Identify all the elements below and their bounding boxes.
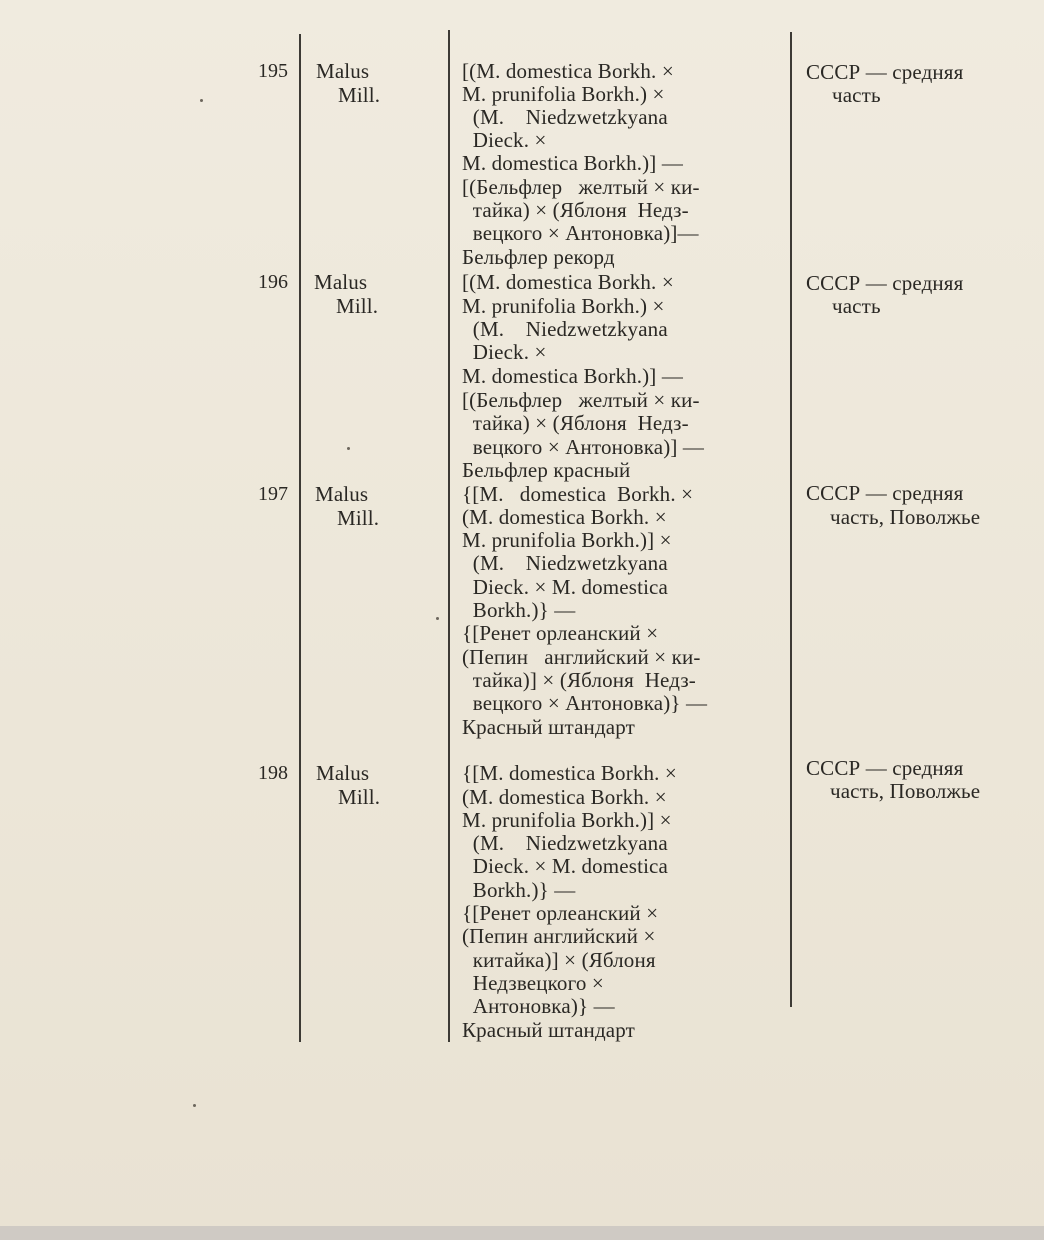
genus-author: Mill. [336, 294, 379, 318]
pedigree-line: тайка) × (Яблоня Недз- [462, 198, 689, 222]
paper-speck [200, 99, 203, 102]
pedigree-line: Dieck. × M. domestica [462, 575, 668, 599]
pedigree-line: M. domestica Borkh.)] — [462, 364, 683, 388]
region-line: СССР — средняя [806, 60, 964, 84]
paper-speck [436, 617, 439, 620]
genus-name: Malus [316, 59, 370, 83]
pedigree-line: Красный штандарт [462, 715, 635, 739]
pedigree-line: {[M. domestica Borkh. × [462, 482, 694, 506]
pedigree-line: вецкого × Антоновка)} — [462, 691, 708, 715]
genus-name: Malus [314, 270, 368, 294]
pedigree-line: M. domestica Borkh.)] — [462, 151, 683, 175]
pedigree-line: Бельфлер рекорд [462, 245, 615, 269]
pedigree-line: тайка)] × (Яблоня Недз- [462, 668, 696, 692]
pedigree-line: (M. Niedzwetzkyana [462, 551, 668, 575]
pedigree-line: (Пепин английский × [462, 924, 656, 948]
pedigree-line: (M. domestica Borkh. × [462, 505, 667, 529]
pedigree-line: M. prunifolia Borkh.) × [462, 82, 665, 106]
genus-name: Malus [316, 761, 370, 785]
pedigree-line: (M. Niedzwetzkyana [462, 105, 668, 129]
pedigree-line: M. prunifolia Borkh.) × [462, 294, 665, 318]
pedigree-line: {[M. domestica Borkh. × [462, 761, 677, 785]
pedigree-line: (M. domestica Borkh. × [462, 785, 667, 809]
column-rule-number [299, 34, 301, 1042]
pedigree-line: вецкого × Антоновка)]— [462, 221, 699, 245]
pedigree-line: Borkh.)} — [462, 878, 576, 902]
pedigree-line: Dieck. × M. domestica [462, 854, 668, 878]
region-line: часть, Поволжье [830, 505, 981, 529]
row-number: 196 [258, 271, 288, 293]
pedigree-line: Borkh.)} — [462, 598, 576, 622]
scan-edge [0, 1226, 1044, 1240]
column-rule-genus [448, 30, 450, 1042]
genus-author: Mill. [338, 785, 381, 809]
pedigree-line: Dieck. × [462, 128, 547, 152]
pedigree-line: китайка)] × (Яблоня [462, 948, 656, 972]
pedigree-line: Красный штандарт [462, 1018, 635, 1042]
paper-speck [193, 1104, 196, 1107]
pedigree-line: [(M. domestica Borkh. × [462, 59, 674, 83]
pedigree-line: Бельфлер красный [462, 458, 631, 482]
pedigree-line: тайка) × (Яблоня Недз- [462, 411, 689, 435]
region-line: часть, Поволжье [830, 779, 981, 803]
pedigree-line: Dieck. × [462, 340, 547, 364]
column-rule-pedigree [790, 32, 792, 1007]
genus-author: Mill. [338, 83, 381, 107]
paper-speck [347, 447, 350, 450]
pedigree-line: (Пепин английский × ки- [462, 645, 701, 669]
region-line: часть [832, 83, 881, 107]
pedigree-line: [(Бельфлер желтый × ки- [462, 388, 700, 412]
pedigree-line: {[Ренет орлеанский × [462, 901, 659, 925]
pedigree-line: Антоновка)} — [462, 994, 615, 1018]
region-line: СССР — средняя [806, 271, 964, 295]
pedigree-line: [(M. domestica Borkh. × [462, 270, 674, 294]
pedigree-line: (M. Niedzwetzkyana [462, 831, 668, 855]
region-line: часть [832, 294, 881, 318]
pedigree-line: вецкого × Антоновка)] — [462, 435, 705, 459]
row-number: 197 [258, 483, 288, 505]
pedigree-line: {[Ренет орлеанский × [462, 621, 659, 645]
region-line: СССР — средняя [806, 481, 964, 505]
pedigree-line: Недзвецкого × [462, 971, 604, 995]
genus-name: Malus [315, 482, 369, 506]
region-line: СССР — средняя [806, 756, 964, 780]
pedigree-line: (M. Niedzwetzkyana [462, 317, 668, 341]
row-number: 198 [258, 762, 288, 784]
row-number: 195 [258, 60, 288, 82]
genus-author: Mill. [337, 506, 380, 530]
pedigree-line: M. prunifolia Borkh.)] × [462, 808, 672, 832]
pedigree-line: M. prunifolia Borkh.)] × [462, 528, 672, 552]
pedigree-line: [(Бельфлер желтый × ки- [462, 175, 700, 199]
